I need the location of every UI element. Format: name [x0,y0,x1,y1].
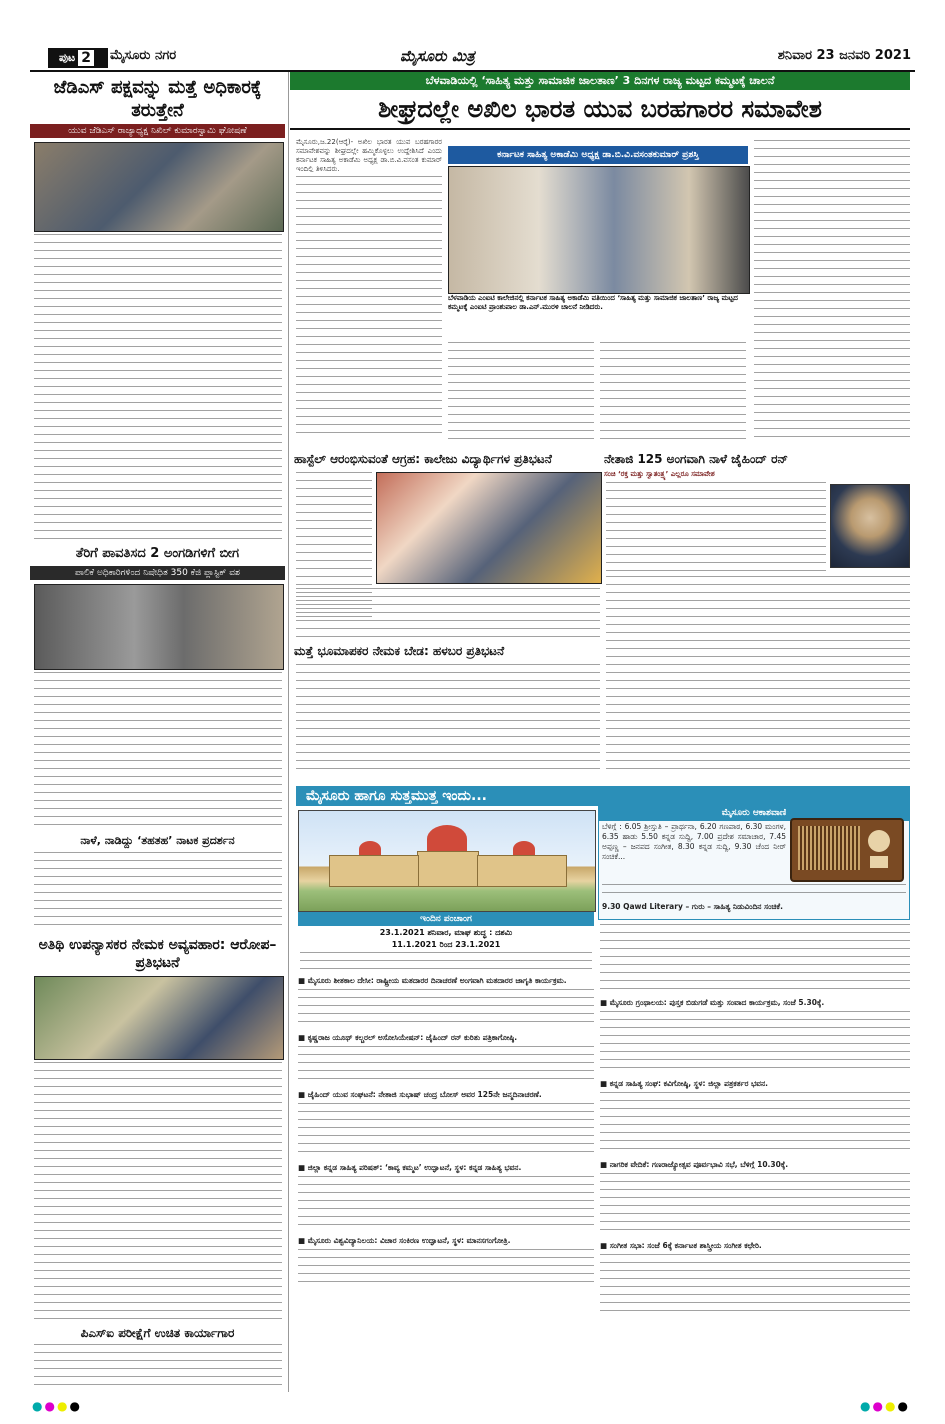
netaji-text [606,482,826,572]
jds-meeting-photo [34,142,284,232]
listings-left [298,976,594,1386]
lead-intro: ಮೈಸೂರು,ಜ.22(ಆರ್‍ಕೆ)- ಅಖಿಲ ಭಾರತ ಯುವ ಬರಹಗಾರರ ಸಮಾವೇಶವನ್ನು ಶೀಘ್ರದಲ್ಲೇ ಹಮ್ಮಿಕೊಳ್ಳಲು ಉದ್ದೇಶಿಸಿದೆ ಎಂದು ಕರ್ನಾಟಕ ಸಾಹಿತ್ಯ ಅಕಾಡೆಮಿ ಅಧ್ಯಕ್ಷ ಡಾ.ಬಿ.ವಿ.ವಸಂತ ಕುಮಾರ್ ಇಂದಿಲ್ಲಿ ತಿಳಿಸಿದರು. [296,138,442,172]
hostel-text-2 [296,588,600,638]
student-protest-photo [376,472,602,584]
psi-text [34,1344,282,1386]
left-headline: ಜೆಡಿಎಸ್ ಪಕ್ಷವನ್ನು ಮತ್ತೆ ಅಧಿಕಾರಕ್ಕೆ ತರುತ್ತೇನೆ [53,77,262,121]
panchanga-text [300,952,592,972]
radio-schedule-more [602,884,906,898]
lead-kicker: ಬೆಳವಾಡಿಯಲ್ಲಿ ‘ಸಾಹಿತ್ಯ ಮತ್ತು ಸಾಮಾಜಿಕ ಜಾಲತಾಣ’ 3 ದಿನಗಳ ರಾಜ್ಯ ಮಟ್ಟದ ಕಮ್ಮಟಕ್ಕೆ ಚಾಲನೆ [290,72,910,90]
listing-item: ■ ನಾಗರಿಕ ವೇದಿಕೆ: ಗಣರಾಜ್ಯೋತ್ಸವ ಪೂರ್ವಭಾವಿ ಸಭೆ, ಬೆಳಿಗ್ಗೆ 10.30ಕ್ಕೆ. [600,1160,789,1169]
lead-col2-text [448,342,594,442]
today-header: ಮೈಸೂರು ಹಾಗೂ ಸುತ್ತಮುತ್ತ ಇಂದು... [296,786,910,806]
tax-story-subhead: ಪಾಲಿಕೆ ಅಧಿಕಾರಿಗಳಿಂದ ನಿಷೇಧಿತ 350 ಕೆಜಿ ಪ್ಲಾಸ್ಟಿಕ್ ವಶ [30,566,285,580]
listing-item: ■ ಮೈಸೂರು ಗ್ರಂಥಾಲಯ: ಪುಸ್ತಕ ಬಿಡುಗಡೆ ಮತ್ತು ಸಂವಾದ ಕಾರ್ಯಕ್ರಮ, ಸಂಜೆ 5.30ಕ್ಕೆ. [600,998,825,1007]
shop-seal-photo [34,584,284,670]
listings-right [600,924,910,1386]
lead-col4-text [754,140,910,442]
radio-set-icon [790,818,904,882]
listing-item: ■ ಜಿಲ್ಲಾ ಕನ್ನಡ ಸಾಹಿತ್ಯ ಪರಿಷತ್: ‘ಕಾವ್ಯ ಕಮ್ಮಟ’ ಉದ್ಘಾಟನೆ, ಸ್ಥಳ: ಕನ್ನಡ ಸಾಹಿತ್ಯ ಭವನ. [298,1163,522,1172]
tax-story-headline: ತೆರಿಗೆ ಪಾವತಿಸದ 2 ಅಂಗಡಿಗಳಿಗೆ ಬೀಗ [75,546,240,561]
land-surveyor-text [296,664,600,776]
registration-marks: ●●●● [32,1399,82,1413]
drama-headline: ನಾಳೆ, ನಾಡಿದ್ದು ‘ತಹತಹ’ ನಾಟಕ ಪ್ರದರ್ಶನ [80,834,235,847]
lead-col3-text [600,342,746,442]
drama-text [34,852,282,932]
panchanga-header: ಇಂದಿನ ಪಂಚಾಂಗ [298,912,594,926]
photo-caption: ಬೆಳವಾಡಿಯ ಎಂಐಟಿ ಕಾಲೇಜಿನಲ್ಲಿ ಕರ್ನಾಟಕ ಸಾಹಿತ್ಯ ಅಕಾಡೆಮಿ ವತಿಯಿಂದ ‘ಸಾಹಿತ್ಯ ಮತ್ತು ಸಾಮಾಜಿಕ ಜಾಲತಾಣ’ ರಾಜ್ಯ ಮಟ್ಟದ ಕಮ್ಮಟಕ್ಕೆ ಎಂಐಟಿ ಪ್ರಾಂಶುಪಾಲ ಡಾ.ಎನ್.ಮುರಳಿ ಚಾಲನೆ ನೀಡಿದರು. [448,294,738,311]
panchanga-date: 23.1.2021 ಶನಿವಾರ, ಮಾಘ ಶುದ್ಧ : ದಶಮಿ [379,928,513,937]
listing-item: ■ ಸಂಗೀತ ಸಭಾ: ಸಂಜೆ 6ಕ್ಕೆ ಕರ್ನಾಟಕ ಶಾಸ್ತ್ರೀಯ ಸಂಗೀತ ಕಛೇರಿ. [600,1241,762,1250]
radio-qawd: 9.30 Qawd Literary – ಗುರು – ಸಾಹಿತ್ಯ ನಿಡುವಿಂದಿನ ಸಂಚಿಕೆ. [602,902,783,911]
protest-photo [34,976,284,1060]
radio-header: ಮೈಸೂರು ಆಕಾಶವಾಣಿ [598,806,910,820]
hostel-headline: ಹಾಸ್ಟೆಲ್ ಆರಂಭಿಸುವಂತೆ ಆಗ್ರಹ: ಕಾಲೇಜು ವಿದ್ಯಾರ್ಥಿಗಳ ಪ್ರತಿಭಟನೆ [294,452,552,466]
section-title: ಮೈಸೂರು ನಗರ [110,48,177,63]
radio-schedule: ಬೆಳಿಗ್ಗೆ : 6.05 ಶ್ರೀಸ್ತುತಿ – ಪ್ರಾರ್ಥನಾ, 6.20 ಗಣಪಾಠ, 6.30 ಮಂಗಳ, 6.35 ಹಾಡು 5.50 ಕನ್ನಡ ಸುದ್ದಿ, 7.00 ಪ್ರದೇಶ ಸಮಾಚಾರ, 7.45 ಅಪ್ಪಣ್ಣ – ಜನಪದ ಸಂಗೀತ, 8.30 ಕನ್ನಡ ಸುದ್ದಿ, 9.30 ಚೆಂದ ನೀರ್ ಸಂಚಿಕೆ... [602,822,786,861]
listing-item: ■ ಕೃಷ್ಣರಾಜ ಯೂಥ್ ಕಲ್ಚರಲ್ ಅಸೋಸಿಯೇಷನ್: ಜೈಹಿಂದ್ ರನ್ ಕುರಿತು ಪತ್ರಿಕಾಗೋಷ್ಠಿ. [298,1033,518,1042]
mysore-palace-illustration [298,810,596,912]
land-surveyor-headline: ಮತ್ತೆ ಭೂಮಾಪಕರ ನೇಮಕ ಬೇಡ: ಹಳಬರ ಪ್ರತಿಭಟನೆ [294,644,505,658]
lead-headline: ಶೀಘ್ರದಲ್ಲೇ ಅಖಿಲ ಭಾರತ ಯುವ ಬರಹಗಾರರ ಸಮಾವೇಶ [290,90,910,130]
left-subhead: ಯುವ ಜೆಡಿಎಸ್ ರಾಜ್ಯಾಧ್ಯಕ್ಷ ನಿಖಿಲ್ ಕುಮಾರಸ್ವಾಮಿ ಘೋಷಣೆ [30,124,285,138]
listing-item: ■ ಜೈಹಿಂದ್ ಯುವ ಸಂಘಟನೆ: ನೇತಾಜಿ ಸುಭಾಷ್ ಚಂದ್ರ ಬೋಸ್ ಅವರ 125ನೇ ಜನ್ಮದಿನಾಚರಣೆ. [298,1090,542,1099]
guest-lecturer-headline: ಅತಿಥಿ ಉಪನ್ಯಾಸಕರ ನೇಮಕ ಅವ್ಯವಹಾರ: ಆರೋಪ–ಪ್ರತಿಭಟನೆ [38,937,277,971]
award-bar: ಕರ್ನಾಟಕ ಸಾಹಿತ್ಯ ಅಕಾಡೆಮಿ ಅಧ್ಯಕ್ಷ ಡಾ.ಬಿ.ವಿ.ವಸಂತಕುಮಾರ್ ಪ್ರಶಸ್ತಿ [448,146,748,164]
lead-col1-text [296,176,442,440]
jds-story-text [34,234,282,542]
guest-lecturer-text [34,1062,282,1322]
psi-headline: ಪಿಎಸ್‌ಐ ಪರೀಕ್ಷೆಗೆ ಉಚಿತ ಕಾರ್ಯಾಗಾರ [80,1326,235,1340]
netaji-headline: ನೇತಾಜಿ 125 ಅಂಗವಾಗಿ ನಾಳೆ ಜೈಹಿಂದ್ ರನ್ [604,452,788,466]
page-badge [48,48,108,68]
registration-marks-right: ●●●● [860,1399,910,1413]
netaji-text-2 [606,576,910,776]
listing-item: ■ ಮೈಸೂರು ಶೀತಕಾಲ ದೇಸೀ: ರಾಷ್ಟ್ರೀಯ ಮತದಾರರ ದಿನಾಚರಣೆ ಅಂಗವಾಗಿ ಮತದಾರರ ಜಾಗೃತಿ ಕಾರ್ಯಕ್ರಮ. [298,976,567,985]
listing-item: ■ ಕನ್ನಡ ಸಾಹಿತ್ಯ ಸಂಘ: ಕವಿಗೋಷ್ಠಿ, ಸ್ಥಳ: ಜಿಲ್ಲಾ ಪತ್ರಕರ್ತರ ಭವನ. [600,1079,769,1088]
page-number: 2 [78,50,94,66]
page-label: ಪುಟ [59,51,76,64]
column-rule [288,72,289,1392]
listing-item: ■ ಮೈಸೂರು ವಿಶ್ವವಿದ್ಯಾನಿಲಯ: ವಿಚಾರ ಸಂಕಿರಣ ಉದ್ಘಾಟನೆ, ಸ್ಥಳ: ಮಾನಸಗಂಗೋತ್ರಿ. [298,1236,511,1245]
netaji-subhead: ಸಂಚಿ ‘ರಕ್ತ ಮತ್ತು ಸ್ವಾತಂತ್ರ್ಯ’ ಎಲ್ಲರೂ ಸಮಾವೇಶ [604,470,715,478]
panchanga-range: 11.1.2021 ರಿಂದ 23.1.2021 [391,940,501,949]
inauguration-photo [448,166,750,294]
masthead: ಮೈಸೂರು ಮಿತ್ರ [400,47,475,65]
tax-story-text [34,672,282,832]
netaji-portrait [830,484,910,568]
issue-date: ಶನಿವಾರ 23 ಜನವರಿ 2021 [777,48,911,63]
